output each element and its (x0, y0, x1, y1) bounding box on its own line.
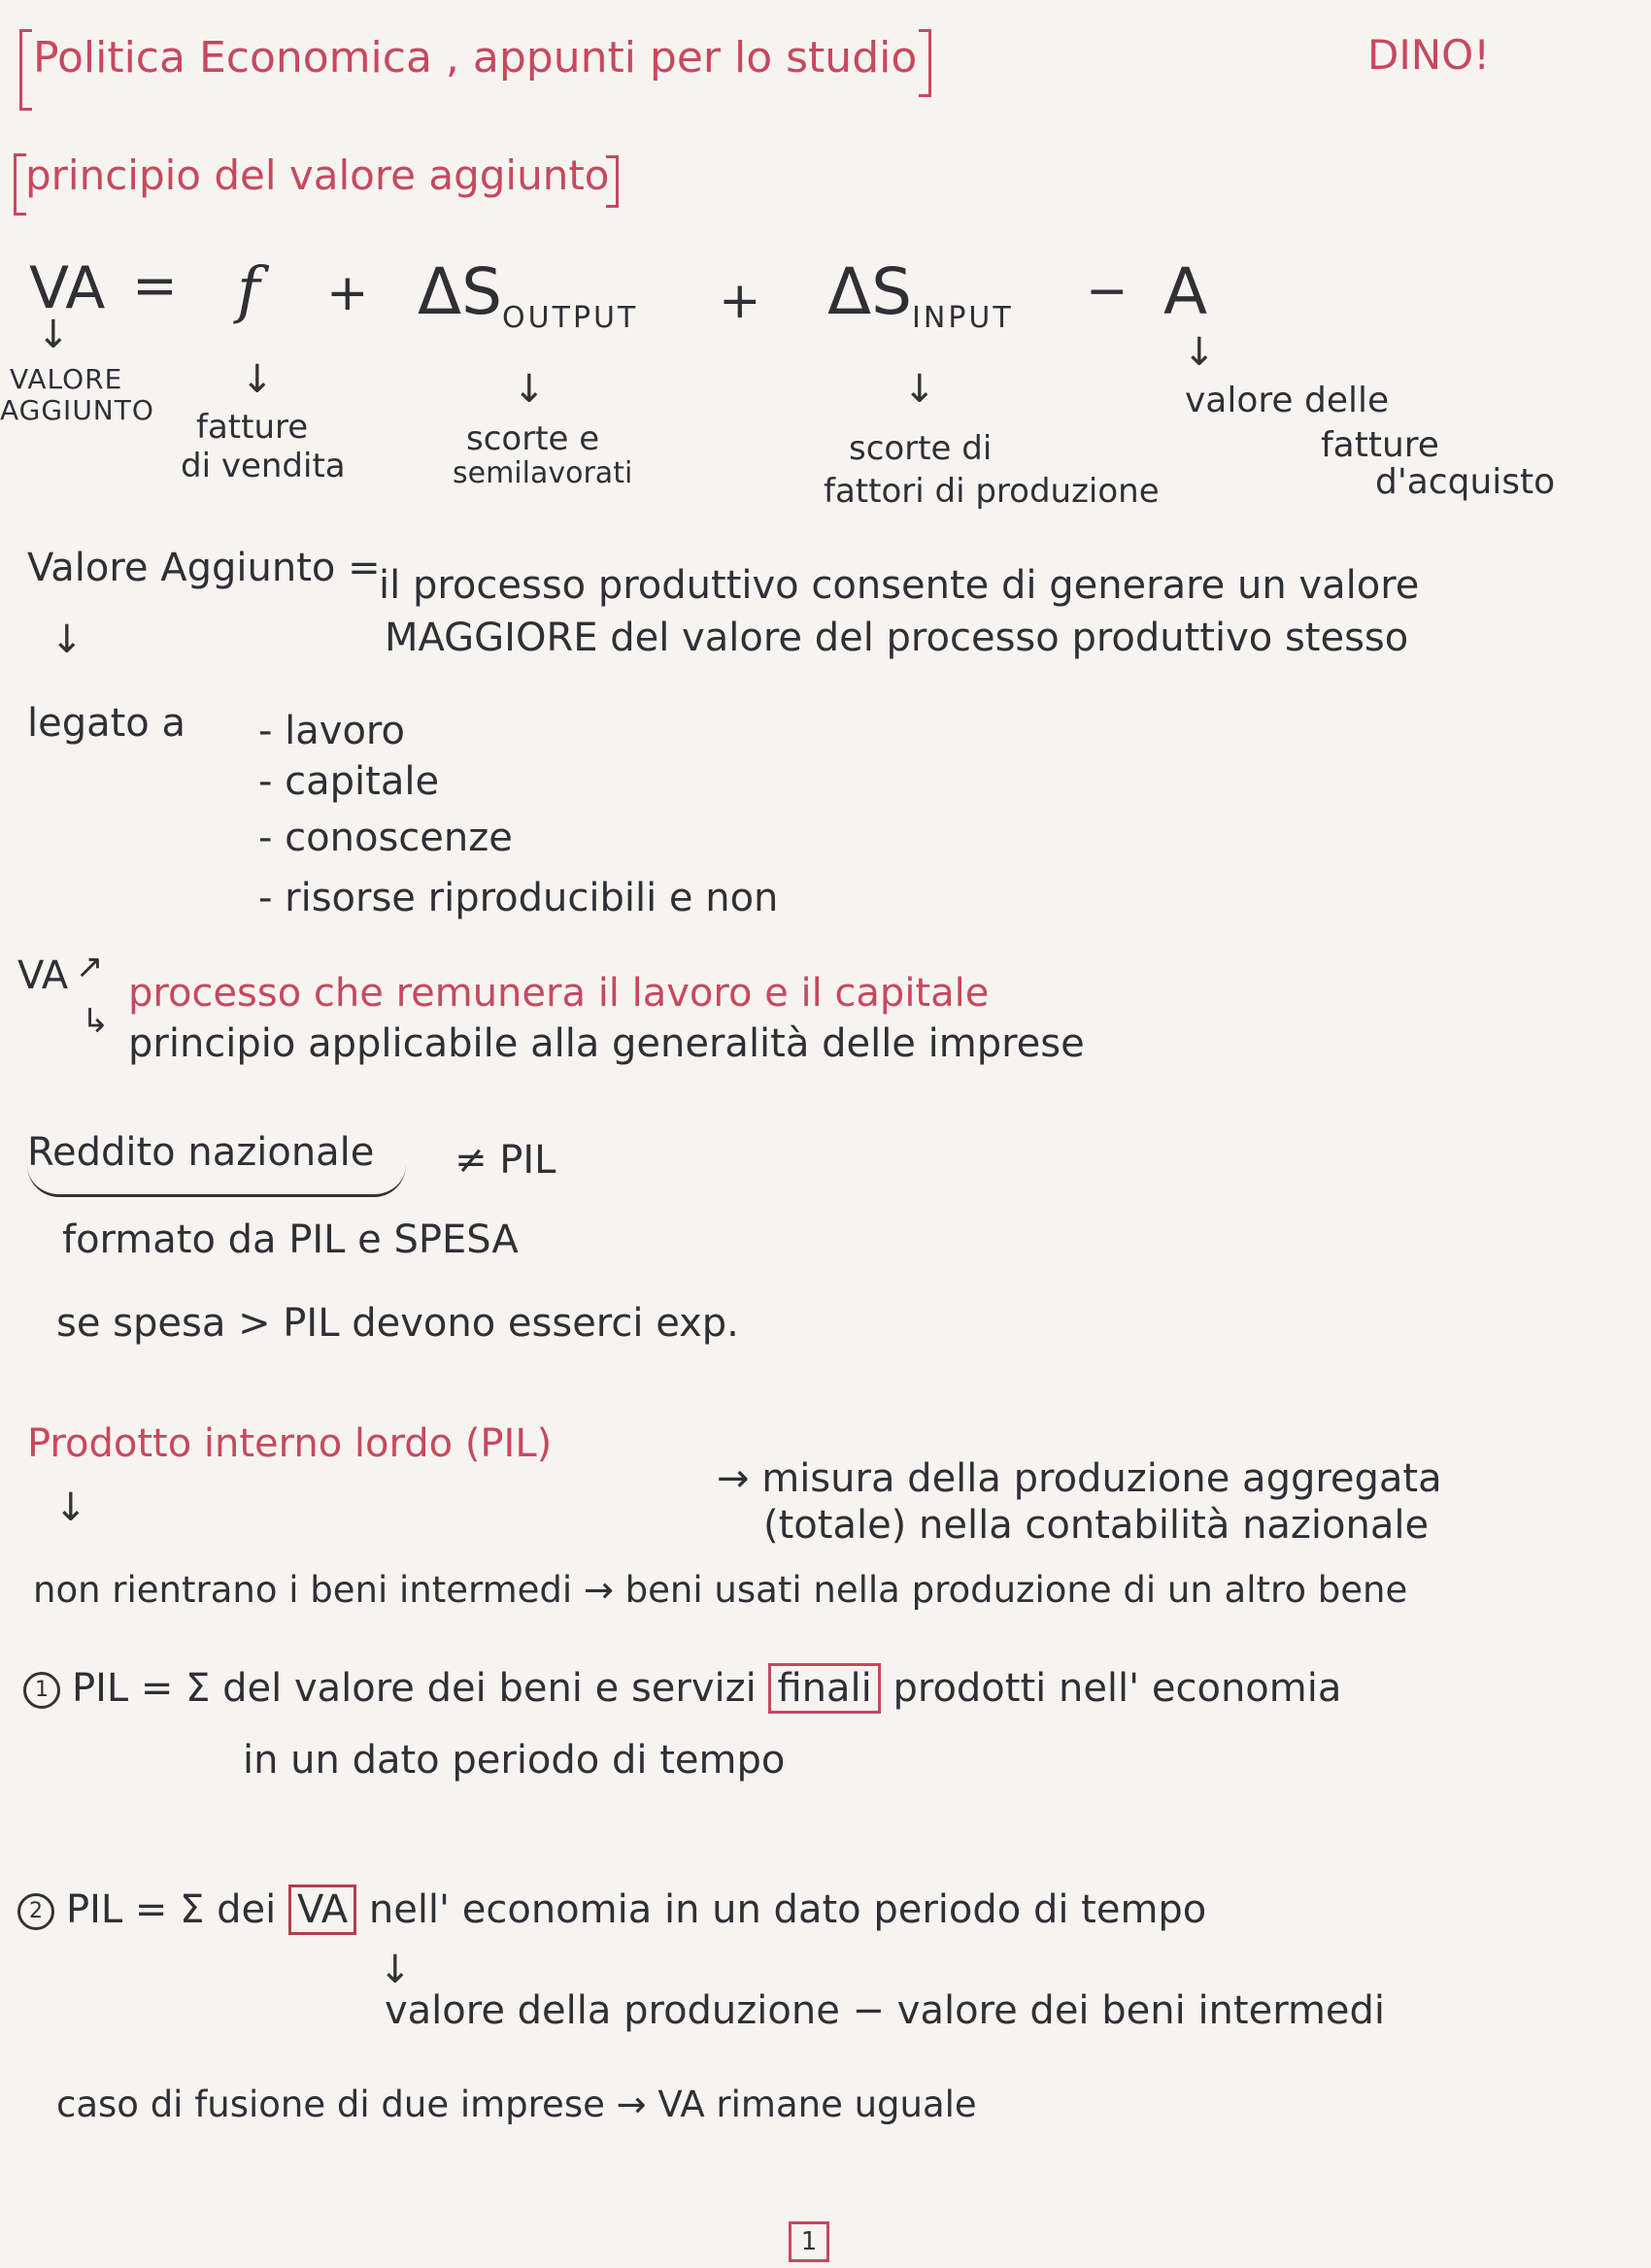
def1-text-a: PIL = Σ del valore dei beni e servizi (72, 1666, 757, 1711)
label-valore-fatture-1: valore delle (1185, 381, 1390, 420)
arrow-down-icon: ↓ (1183, 330, 1216, 375)
label-valore-aggiunto-1: VALORE (10, 363, 123, 395)
def1-text-c: in un dato periodo di tempo (243, 1738, 786, 1783)
va-point-1: processo che remunera il lavoro e il capitale (128, 971, 990, 1016)
section-title-bracket-right (606, 155, 619, 208)
va-point-2: principio applicabile alla generalità delle imprese (128, 1021, 1085, 1066)
label-scorte-2: semilavorati (453, 456, 633, 490)
delta-input-symbol: ΔS (827, 254, 913, 329)
def2-text-c: valore della produzione − valore dei beni intermedi (385, 1988, 1386, 2033)
linked-item: - lavoro (258, 709, 405, 753)
branch-arrow-icon: ↗ (76, 948, 104, 986)
delta-output-symbol: ΔS (418, 254, 503, 329)
beni-intermedi-note: non rientrano i beni intermedi → beni usati nella produzione di un altro bene (33, 1569, 1408, 1611)
def1-text-b: prodotti nell' economia (893, 1666, 1342, 1711)
merger-note: caso di fusione di due imprese → VA rimane uguale (56, 2084, 977, 2125)
page-title: Politica Economica , appunti per lo studio (33, 33, 918, 83)
linked-label: legato a (27, 701, 186, 746)
formula-a: A (1163, 254, 1208, 329)
author-signature: DINO! (1367, 31, 1491, 79)
label-scorte-fattori-1: scorte di (849, 429, 993, 468)
reddito-not-equal: ≠ PIL (455, 1138, 556, 1183)
label-fatture-1: fatture (196, 408, 309, 447)
arrow-down-icon: ↓ (379, 1948, 412, 1992)
branch-arrow-icon: ↳ (82, 1002, 110, 1041)
label-scorte-1: scorte e (466, 419, 600, 458)
formula-f: f (237, 254, 260, 326)
underbrace (27, 1165, 406, 1197)
number-badge: 2 (17, 1893, 54, 1930)
number-badge: 1 (23, 1672, 60, 1709)
section-title-valore-aggiunto: principio del valore aggiunto (25, 151, 610, 199)
pil-definition-1-line (23, 1666, 1341, 1711)
def2-text-b: nell' economia in un dato periodo di tempo (368, 1887, 1207, 1932)
reddito-line-2: se spesa > PIL devono esserci exp. (56, 1301, 739, 1346)
label-scorte-fattori-2: fattori di produzione (824, 472, 1160, 511)
definition-line-2: MAGGIORE del valore del processo produttivo stesso (385, 616, 1409, 660)
va-branch-label: VA (17, 953, 69, 998)
arrow-down-icon: ↓ (54, 1485, 87, 1530)
linked-item: - risorse riproducibili e non (258, 876, 779, 920)
definition-line-1: il processo produttivo consente di generare un valore (379, 563, 1420, 608)
formula-plus-2: + (719, 272, 761, 330)
arrow-down-icon: ↓ (241, 357, 274, 402)
boxed-word-va: VA (288, 1884, 356, 1935)
title-bracket-right (919, 29, 931, 97)
reddito-title: Reddito nazionale (27, 1130, 375, 1175)
formula-plus-1: + (326, 264, 369, 322)
delta-input-subscript: INPUT (912, 301, 1014, 335)
pil-definition-1: → misura della produzione aggregata (717, 1456, 1442, 1501)
title-bracket-left (19, 29, 32, 111)
label-fatture-2: di vendita (181, 447, 346, 485)
page-number: 1 (789, 2221, 829, 2262)
label-valore-fatture-2: fatture (1321, 425, 1439, 465)
arrow-down-icon: ↓ (37, 313, 70, 357)
linked-item: - conoscenze (258, 816, 513, 860)
linked-item: - capitale (258, 759, 440, 804)
definition-label: Valore Aggiunto = (27, 546, 381, 590)
reddito-line-1: formato da PIL e SPESA (62, 1217, 519, 1262)
arrow-down-icon: ↓ (903, 367, 936, 412)
pil-definition-2: (totale) nella contabilità nazionale (763, 1503, 1430, 1548)
label-valore-fatture-3: d'acquisto (1375, 462, 1556, 502)
arrow-down-icon: ↓ (51, 617, 84, 662)
label-valore-aggiunto-2: AGGIUNTO (0, 394, 154, 426)
formula-delta-input (827, 254, 1014, 335)
formula-minus: − (1086, 262, 1129, 320)
pil-title: Prodotto interno lordo (PIL) (27, 1421, 553, 1466)
boxed-word-finali: finali (768, 1663, 880, 1714)
def2-text-a: PIL = Σ dei (66, 1887, 277, 1932)
formula-equals: = (132, 254, 178, 317)
formula-delta-output (418, 254, 639, 335)
pil-definition-2-line (17, 1887, 1206, 1932)
formula-lhs: VA (29, 254, 106, 322)
arrow-down-icon: ↓ (513, 367, 546, 412)
delta-output-subscript: OUTPUT (502, 301, 639, 335)
